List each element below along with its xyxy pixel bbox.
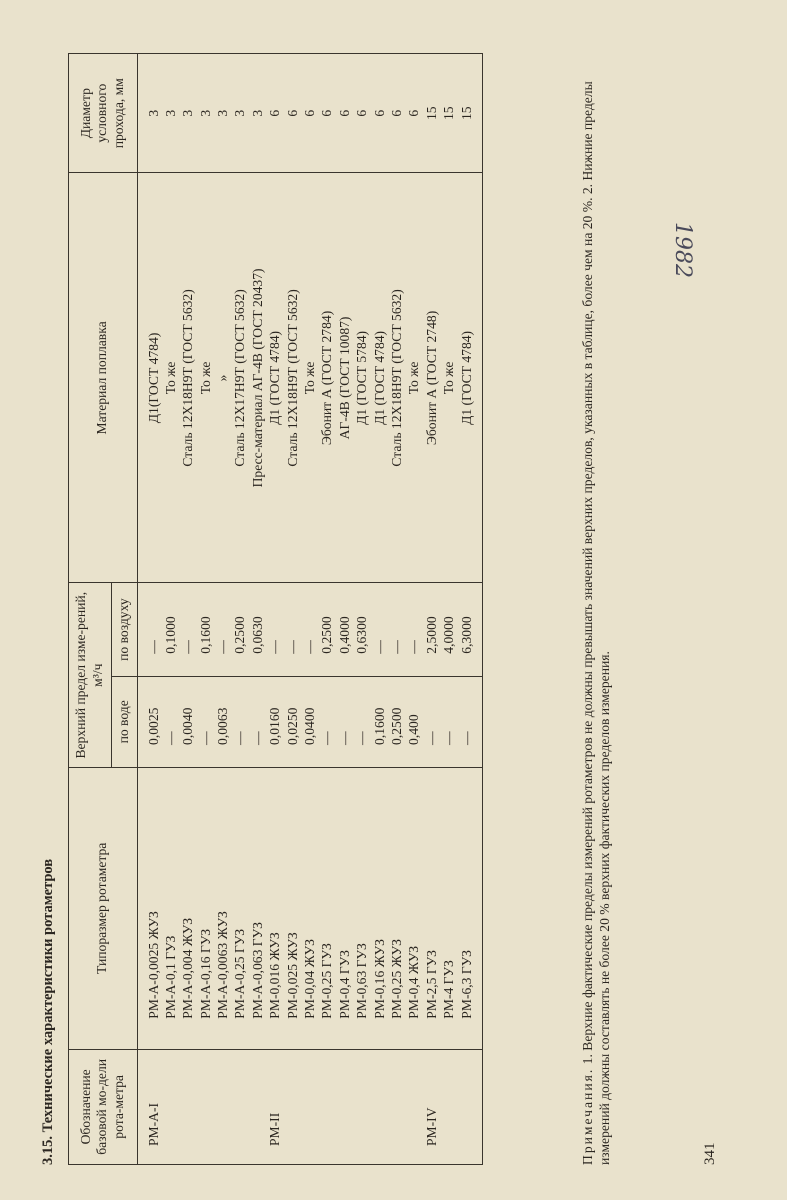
material-cell: То же [197, 361, 213, 395]
air-cell: — [371, 640, 387, 654]
diameter-cell: 6 [319, 109, 335, 117]
size-cell: РМ-4 ГУЗ [441, 960, 457, 1019]
table-body-row [137, 54, 482, 1165]
size-column [137, 767, 482, 1049]
model-cell: РМ-А-I [145, 1102, 161, 1146]
model-cell [354, 1054, 371, 1160]
model-cell: РМ-IV [423, 1107, 439, 1146]
size-cell: РМ-А-0,063 ГУЗ [249, 922, 265, 1019]
material-cell: То же [302, 361, 318, 395]
water-cell: 0,0040 [180, 707, 196, 745]
water-cell: 0,1600 [371, 707, 387, 745]
header-upper-limit: Верхний предел изме-рений, м³/ч [69, 583, 112, 767]
material-column [137, 173, 482, 583]
air-cell: 0,0630 [249, 616, 265, 654]
air-cell: — [406, 640, 422, 654]
diameter-cell: 6 [371, 109, 387, 117]
rotameter-specs-table [68, 53, 483, 1165]
air-cell: 6,3000 [458, 616, 474, 654]
diameter-cell: 3 [197, 109, 213, 117]
water-cell: — [441, 731, 457, 745]
material-cell: Сталь 12Х18Н9Т (ГОСТ 5632) [389, 289, 404, 467]
material-cell: Д1(ГОСТ 4784) [145, 332, 161, 424]
water-cell: — [336, 731, 352, 745]
material-cell: Эбонит А (ГОСТ 2748) [423, 310, 439, 446]
material-cell: Эбонит А (ГОСТ 2784) [319, 310, 335, 446]
air-cell: 0,4000 [336, 616, 352, 654]
material-cell: » [215, 374, 231, 382]
air-cell: 4,0000 [441, 616, 457, 654]
material-cell: Пресс-материал АГ-4В (ГОСТ 20437) [249, 268, 265, 488]
size-cell: РМ-А-0,004 ЖУЗ [180, 917, 196, 1019]
size-cell: РМ-А-0,25 ГУЗ [232, 928, 248, 1019]
diameter-cell: 6 [267, 109, 283, 117]
size-cell: РМ-0,016 ЖУЗ [267, 932, 283, 1019]
diameter-cell: 15 [423, 106, 439, 120]
material-cell: То же [162, 361, 178, 395]
material-cell: АГ-4В (ГОСТ 10087) [336, 316, 352, 440]
diameter-cell: 6 [284, 109, 300, 117]
water-column [137, 676, 482, 767]
water-cell: 0,0400 [302, 707, 318, 745]
model-cell [441, 1054, 458, 1160]
air-cell: 0,1600 [197, 616, 213, 654]
size-cell: РМ-0,63 ГУЗ [354, 943, 370, 1019]
material-cell: То же [441, 361, 457, 395]
air-cell: 2,5000 [423, 616, 439, 654]
size-cell: РМ-0,04 ЖУЗ [302, 939, 318, 1019]
size-cell: РМ-А-0,1 ГУЗ [162, 935, 178, 1019]
model-cell [337, 1054, 354, 1160]
air-cell: — [145, 640, 161, 654]
size-cell: РМ-А-0,0025 ЖУЗ [145, 911, 161, 1019]
model-cell [215, 1054, 232, 1160]
size-cell: РМ-0,4 ГУЗ [336, 950, 352, 1019]
diameter-cell: 6 [389, 109, 404, 117]
air-cell: — [215, 640, 231, 654]
water-cell: — [232, 731, 248, 745]
diameter-column [137, 54, 482, 173]
size-cell: РМ-6,3 ГУЗ [458, 950, 474, 1019]
material-cell: Д1 (ГОСТ 4784) [371, 330, 387, 425]
water-cell: — [319, 731, 335, 745]
air-cell: — [302, 640, 318, 654]
diameter-cell: 6 [302, 109, 318, 117]
model-cell [389, 1054, 406, 1160]
page-number: 341 [702, 1142, 718, 1165]
size-cell: РМ-0,025 ЖУЗ [284, 932, 300, 1019]
model-cell [285, 1054, 302, 1160]
size-cell: РМ-0,16 ЖУЗ [371, 939, 387, 1019]
water-cell: 0,0250 [284, 707, 300, 745]
size-cell: РМ-2,5 ГУЗ [423, 950, 439, 1019]
model-cell [180, 1054, 197, 1160]
model-cell: РМ-II [267, 1112, 283, 1146]
size-cell: РМ-0,4 ЖУЗ [406, 945, 422, 1019]
header-model: Обозначение базовой мо-дели рота-метра [69, 1049, 138, 1164]
water-cell: — [162, 731, 178, 745]
water-cell: 0,2500 [389, 707, 404, 745]
header-water: по воде [111, 676, 137, 767]
model-cell [372, 1054, 389, 1160]
air-cell: 0,6300 [354, 616, 370, 654]
model-cell [232, 1054, 249, 1160]
material-cell: Д1 (ГОСТ 4784) [458, 330, 474, 425]
diameter-cell: 3 [215, 109, 231, 117]
material-cell: Сталь 12Х18Н9Т (ГОСТ 5632) [284, 289, 300, 467]
diameter-cell: 3 [162, 109, 178, 117]
water-cell: — [458, 731, 474, 745]
water-cell: 0,0063 [215, 707, 231, 745]
air-cell: 0,1000 [162, 616, 178, 654]
header-air: по воздуху [111, 583, 137, 676]
water-cell: 0,0025 [145, 707, 161, 745]
air-cell: 0,2500 [232, 616, 248, 654]
handwritten-year-note: 1982 [670, 222, 695, 278]
model-cell [319, 1054, 336, 1160]
model-cell [198, 1054, 215, 1160]
air-cell: — [284, 640, 300, 654]
model-cell [302, 1054, 319, 1160]
diameter-cell: 6 [406, 109, 422, 117]
model-cell [250, 1054, 267, 1160]
water-cell: 0,400 [406, 714, 422, 745]
header-diameter: Диаметр условного прохода, мм [69, 54, 138, 173]
diameter-cell: 15 [458, 106, 474, 120]
air-cell: — [389, 640, 404, 654]
material-cell: Д1 (ГОСТ 4784) [267, 330, 283, 425]
diameter-cell: 3 [180, 109, 196, 117]
size-cell: РМ-0,25 ЖУЗ [389, 939, 404, 1019]
notes-label: Примечания. [580, 1067, 595, 1165]
size-cell: РМ-0,25 ГУЗ [319, 943, 335, 1019]
size-cell: РМ-А-0,16 ГУЗ [197, 928, 213, 1019]
material-cell: То же [406, 361, 422, 395]
water-cell: — [197, 731, 213, 745]
table-title: 3.15. Технические характеристики ротаметров [40, 858, 56, 1165]
air-cell: 0,2500 [319, 616, 335, 654]
header-material: Материал поплавка [69, 173, 138, 583]
model-cell [163, 1054, 180, 1160]
header-size: Типоразмер ротаметра [69, 767, 138, 1049]
diameter-cell: 6 [354, 109, 370, 117]
water-cell: — [249, 731, 265, 745]
diameter-cell: 3 [145, 109, 161, 117]
rotated-page-content [40, 35, 740, 1165]
model-cell [459, 1054, 476, 1160]
water-cell: — [423, 731, 439, 745]
air-cell: — [180, 640, 196, 654]
diameter-cell: 15 [441, 106, 457, 120]
material-cell: Д1 (ГОСТ 5784) [354, 330, 370, 425]
material-cell: Сталь 12Х17Н9Т (ГОСТ 5632) [232, 289, 248, 467]
diameter-cell: 6 [336, 109, 352, 117]
size-cell: РМ-А-0,0063 ЖУЗ [215, 911, 231, 1019]
diameter-cell: 3 [249, 109, 265, 117]
notes-text: 1. Верхние фактические пределы измерений ротаметров не должны превышать значений верхних пределов, указанных в таблице, более чем на 20 %. 2. Нижние пределы измерений должны составлять не более 20 % верхних фактических пределов измерения. [580, 81, 612, 1165]
diameter-cell: 3 [232, 109, 248, 117]
water-cell: — [354, 731, 370, 745]
air-column [137, 583, 482, 676]
water-cell: 0,0160 [267, 707, 283, 745]
air-cell: — [267, 640, 283, 654]
table-notes [580, 55, 614, 1165]
model-column [137, 1049, 482, 1164]
material-cell: Сталь 12Х18Н9Т (ГОСТ 5632) [180, 289, 196, 467]
model-cell [406, 1054, 423, 1160]
